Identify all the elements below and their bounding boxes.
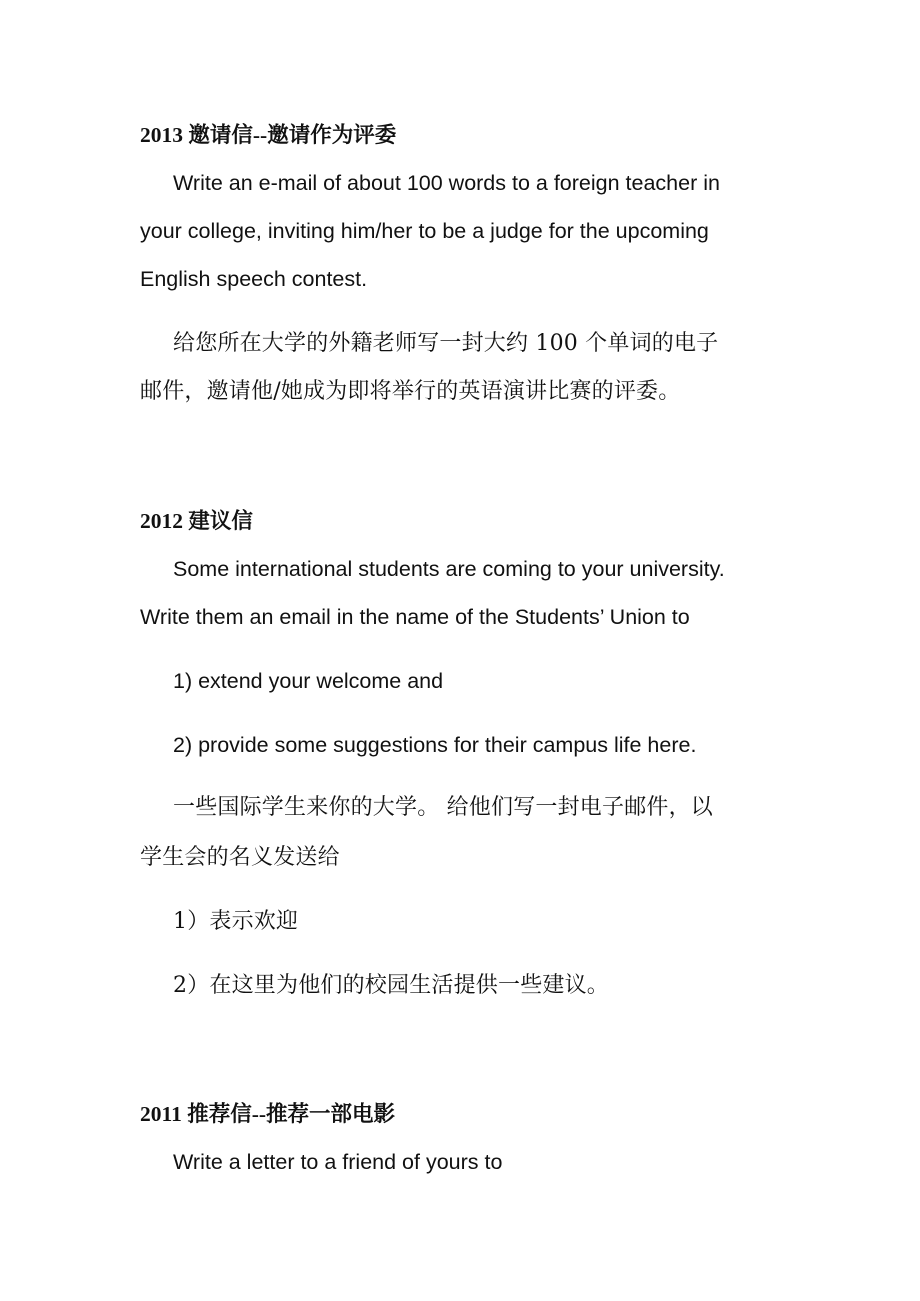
list-item-zh: 1）表示欢迎 (173, 909, 299, 934)
section-heading-2013: 2013 邀请信--邀请作为评委 (140, 123, 397, 147)
paragraph-line: English speech contest. (140, 267, 368, 291)
paragraph-line: Write a letter to a friend of yours to (173, 1150, 503, 1174)
section-heading-2011: 2011 推荐信--推荐一部电影 (140, 1102, 396, 1126)
list-item-zh: 2）在这里为他们的校园生活提供一些建议。 (173, 973, 609, 998)
paragraph-line: Write them an email in the name of the Students’ Union to (140, 605, 690, 629)
section-heading-2012: 2012 建议信 (140, 509, 253, 533)
paragraph-line-zh: 学生会的名义发送给 (140, 845, 340, 870)
paragraph-line-zh: 邮件，邀请他/她成为即将举行的英语演讲比赛的评委。 (140, 379, 681, 404)
paragraph-line-zh: 给您所在大学的外籍老师写一封大约 100 个单词的电子 (173, 331, 719, 356)
paragraph-line: Write an e-mail of about 100 words to a foreign teacher in (173, 171, 720, 195)
paragraph-line-zh: 一些国际学生来你的大学。 给他们写一封电子邮件，以 (173, 795, 713, 820)
list-item: 1) extend your welcome and (173, 669, 444, 693)
paragraph-line: your college, inviting him/her to be a judge for the upcoming (140, 219, 709, 243)
list-item: 2) provide some suggestions for their campus life here. (173, 733, 697, 757)
paragraph-line: Some international students are coming to your university. (173, 557, 725, 581)
